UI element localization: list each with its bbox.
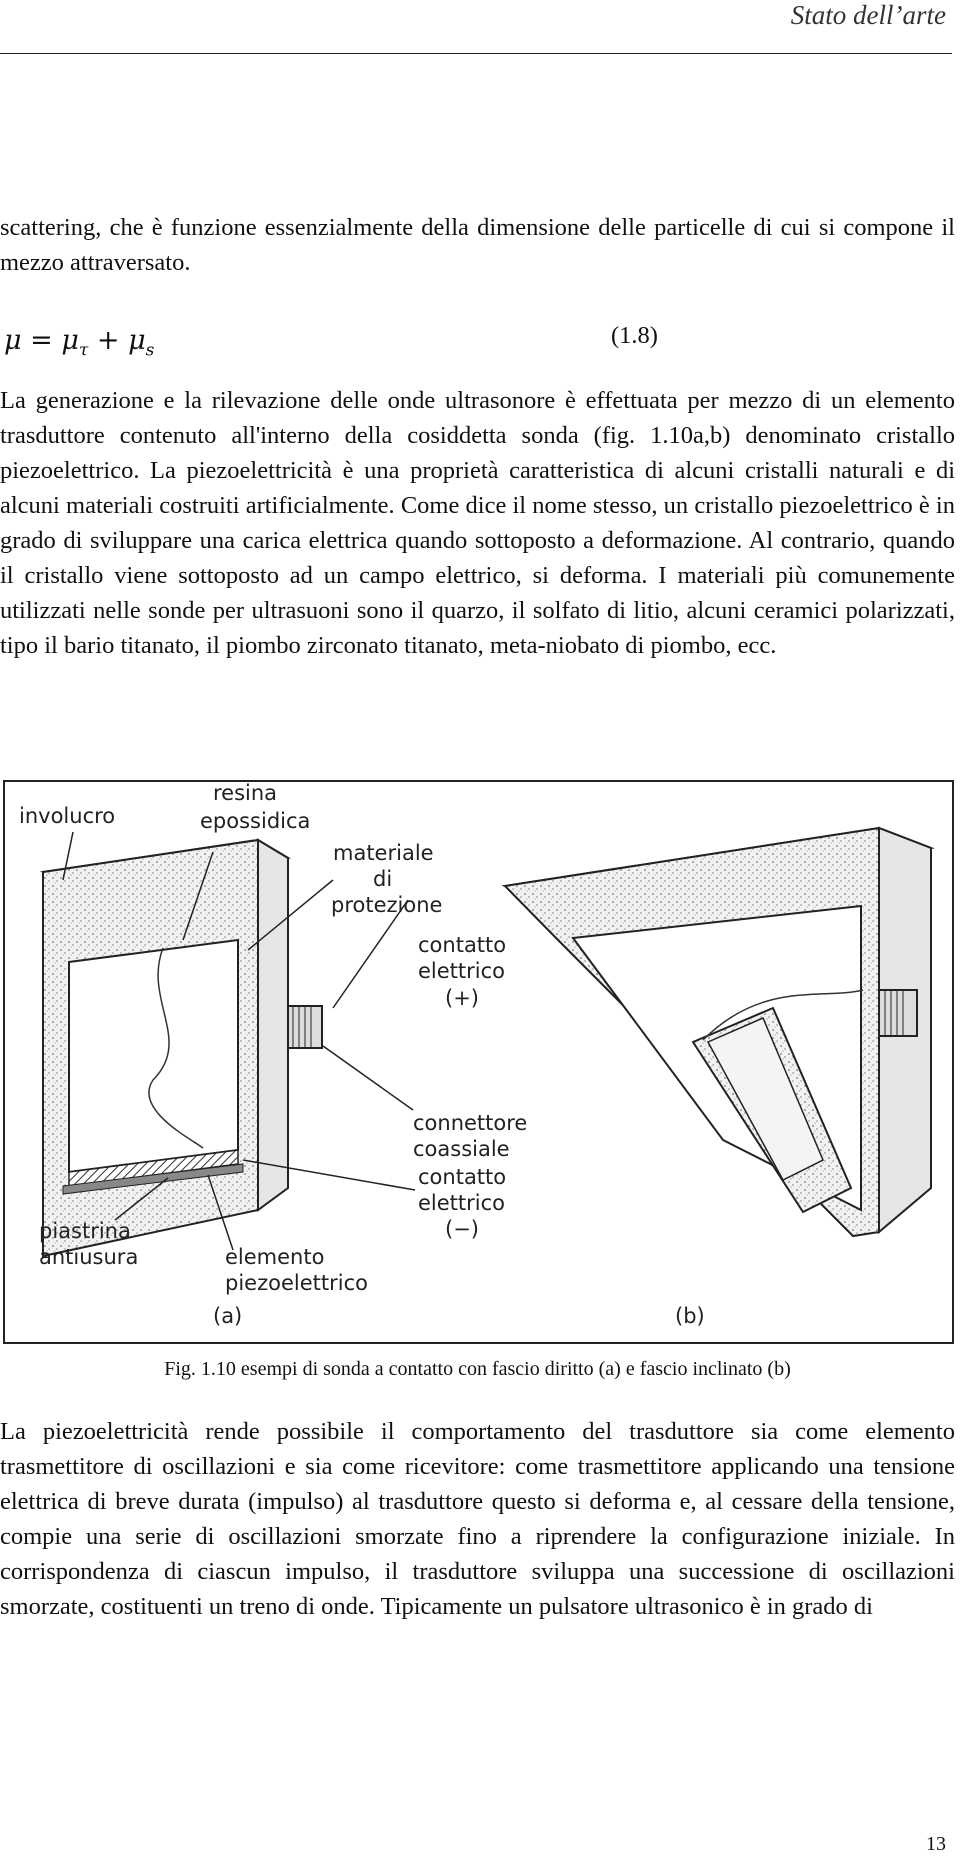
label-plus: (+) — [445, 986, 479, 1010]
figure-caption: Fig. 1.10 esempi di sonda a contatto con fascio diritto (a) e fascio inclinato (b) — [164, 1358, 791, 1380]
formula-sub-tau: τ — [78, 340, 89, 361]
label-elettrico-neg: elettrico — [418, 1191, 506, 1215]
label-piezoelettrico: piezoelettrico — [225, 1271, 368, 1295]
paragraph-3: La piezoelettricità rende possibile il comportamento del trasduttore sia come elemento trasmettitore di oscillazioni e sia come ricevitore: come trasmettitore applicando una tensione elettrica di breve durata (impulso) al trasduttore questo si deforma e, al cessare della tensione, compie una serie di oscillazioni smorzate fino a riprendere la configurazione iniziale. In corrispondenza di ciascun impulso, il trasduttore sviluppa una successione di oscillazioni smorzate, costituenti un treno di onde. Tipicamente un pulsatore ultrasonico è in grado di — [0, 1418, 955, 1620]
label-antiusura: antiusura — [39, 1245, 139, 1269]
page-number: 13 — [926, 1833, 946, 1855]
formula-plus: + μ — [88, 325, 146, 356]
label-materiale: materiale — [333, 841, 434, 865]
label-contatto-neg: contatto — [418, 1165, 507, 1189]
equation-formula — [4, 325, 154, 360]
label-contatto-pos: contatto — [418, 933, 507, 957]
label-protezione: protezione — [331, 893, 443, 917]
probe-a-backing — [69, 940, 238, 1172]
label-sub-a: (a) — [213, 1304, 243, 1328]
formula-lhs: μ = μ — [4, 325, 79, 356]
label-piastrina: piastrina — [39, 1219, 131, 1243]
header-rule — [0, 53, 952, 54]
equation-number: (1.8) — [611, 322, 658, 349]
label-elemento: elemento — [225, 1245, 325, 1269]
probe-a-side-face — [258, 840, 288, 1210]
label-elettrico-pos: elettrico — [418, 959, 506, 983]
probe-diagram-svg — [3, 780, 954, 1344]
label-minus: (−) — [445, 1217, 479, 1241]
label-resina: resina — [213, 781, 278, 805]
paragraph-1: scattering, che è funzione essenzialmente della dimensione delle particelle di cui si compone il mezzo attraversato. — [0, 214, 955, 276]
paragraph-2: La generazione e la rilevazione delle onde ultrasonore è effettuata per mezzo di un elemento trasduttore contenuto all'interno della cosiddetta sonda (fig. 1.10a,b) denominato cristallo piezoelettrico. La piezoelettricità è una proprietà caratteristica di alcuni cristalli naturali e di alcuni materiali costruiti artificialmente. Come dice il nome stesso, un cristallo piezoelettrico è in grado di sviluppare una carica elettrica quando sottoposto a deformazione. Al contrario, quando il cristallo viene sottoposto ad un campo elettrico, si deforma. I materiali più comunemente utilizzati nelle sonde per ultrasuoni sono il quarzo, il solfato di litio, alcuni ceramici polarizzati, tipo il bario titanato, il piombo zirconato titanato, meta-niobato di piombo, ecc. — [0, 387, 955, 659]
formula-sub-s: s — [145, 340, 155, 361]
label-coassiale: coassiale — [413, 1137, 510, 1161]
label-connettore: connettore — [413, 1111, 528, 1135]
label-involucro: involucro — [19, 804, 116, 828]
probe-a-drawing — [43, 840, 322, 1256]
label-sub-b: (b) — [675, 1304, 705, 1328]
label-di: di — [373, 867, 393, 891]
running-header: Stato dell’arte — [790, 0, 946, 30]
figure-probe-diagram — [3, 780, 954, 1344]
label-epossidica: epossidica — [200, 809, 311, 833]
